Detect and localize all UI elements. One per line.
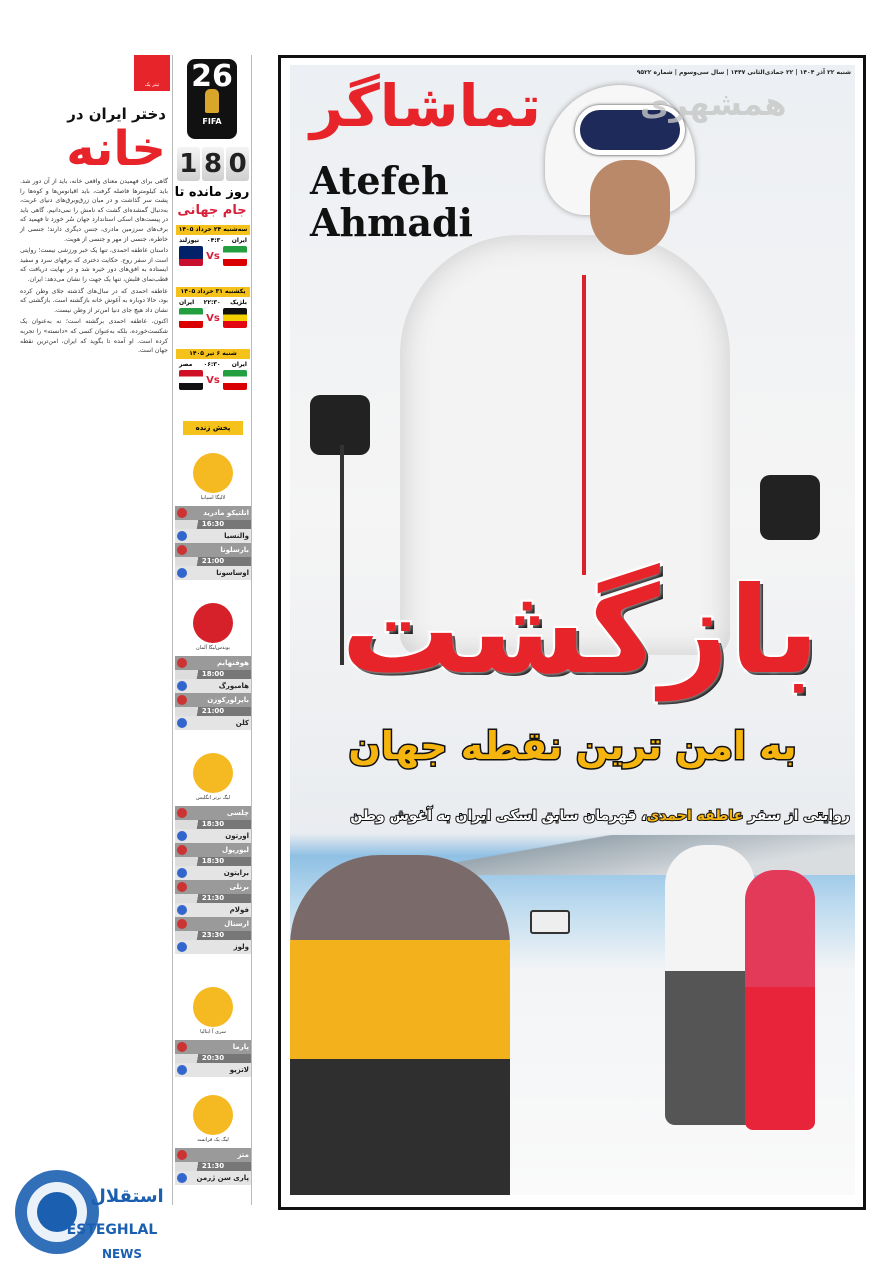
- team-badge-icon: [177, 695, 187, 705]
- team-name: اوساسونا: [216, 569, 249, 577]
- home-flag-icon: [223, 308, 247, 328]
- caption-after: ، قهرمان سابق اسکی ایران به آغوش وطن: [350, 808, 647, 824]
- team-name: لیورپول: [222, 846, 249, 854]
- team-name: کلن: [235, 719, 249, 727]
- league-logo-icon: [193, 1095, 233, 1135]
- article-kicker: دختر ایران در: [67, 105, 166, 123]
- match-away: [175, 1063, 251, 1077]
- article-headline: خانه: [66, 121, 166, 177]
- fixture: [176, 225, 250, 285]
- match-time: 16:30: [175, 520, 251, 529]
- team-name: هامبورگ: [218, 682, 249, 690]
- match-away: [175, 829, 251, 843]
- league-logo-icon: [193, 453, 233, 493]
- cup-label: جام جهانی: [177, 203, 247, 218]
- match-time: 23:30: [175, 931, 251, 940]
- fixture-date: سه‌شنبه ۲۴ خرداد ۱۴۰۵: [176, 225, 250, 235]
- team-badge-icon: [177, 681, 187, 691]
- team-name: هوفنهایم: [216, 659, 249, 667]
- fixture: [176, 349, 250, 409]
- team-badge-icon: [177, 718, 187, 728]
- team-name: اورتون: [225, 832, 249, 840]
- team-name: برایتون: [223, 869, 249, 877]
- countdown-digit: 8: [202, 147, 225, 181]
- league-name: لالیگا اسپانیا: [200, 495, 226, 501]
- match-away: [175, 716, 251, 730]
- masthead-ghost: همشهری: [640, 85, 787, 123]
- team-name: ولوز: [233, 943, 249, 951]
- countdown-digit: 1: [177, 147, 200, 181]
- fifa-number: 26: [191, 59, 233, 94]
- team-name: لاتزیو: [229, 1066, 249, 1074]
- kickoff-time: ۰۶:۳۰: [203, 361, 221, 368]
- league-logo-icon: [193, 603, 233, 643]
- league-name: لیگ یک فرانسه: [197, 1137, 229, 1143]
- league-logo-icon: [193, 753, 233, 793]
- match-home: [175, 880, 251, 894]
- match-time: 18:30: [175, 820, 251, 829]
- team-badge-icon: [177, 831, 187, 841]
- team-badge-icon: [177, 1150, 187, 1160]
- team-name: چلسی: [226, 809, 249, 817]
- team-badge-icon: [177, 845, 187, 855]
- glove-right: [760, 475, 820, 540]
- caption-before: روایتی از سفر: [743, 808, 850, 824]
- match-time: 21:00: [175, 557, 251, 566]
- paragraph: گاهی برای فهمیدن معنای واقعی خانه، باید از آن دور شد. باید کیلومترها فاصله گرفت، باید اقیانوس‌ها و کوه‌ها را پشت سر گذاشت و در میان زرق‌وبرق‌های دنیای غربت، به‌دنبال گمشده‌ای گشت که نامش را نمی‌دانیم. گاهی باید در پیست‌های اسکی استاندارد جهان سُر خورد تا فهمید که برف‌های سرزمین مادری، جنس دیگری دارند؛ جنسی از خاطره، جنسی از مهر و جنسی از هویت.: [20, 178, 168, 243]
- team-badge-icon: [177, 1173, 187, 1183]
- girl-skier: [745, 870, 815, 1130]
- watermark-news: NEWS: [101, 1247, 143, 1261]
- league-name: بوندس‌لیگا آلمان: [196, 645, 230, 651]
- match-home: [175, 656, 251, 670]
- match-time: 18:30: [175, 857, 251, 866]
- vs-label: Vs: [206, 312, 220, 324]
- vs-label: Vs: [206, 374, 220, 386]
- team-name: والنسیا: [224, 532, 249, 540]
- team-name: متز: [237, 1151, 249, 1159]
- team-name: ارسنال: [224, 920, 249, 928]
- fifa-world-cup-logo: [187, 59, 237, 139]
- away-flag-icon: [179, 370, 203, 390]
- match-away: [175, 566, 251, 580]
- match-home: [175, 506, 251, 520]
- team-badge-icon: [177, 1065, 187, 1075]
- kickoff-time: ۰۴:۳۰: [206, 237, 224, 244]
- fixture-date: یکشنبه ۳۱ خرداد ۱۴۰۵: [176, 287, 250, 297]
- league-block: [175, 445, 251, 580]
- match-time: 21:00: [175, 707, 251, 716]
- match-home: [175, 693, 251, 707]
- match-away: [175, 1171, 251, 1185]
- name-line1: Atefeh: [310, 158, 449, 203]
- section-tag: تیتر یک: [134, 55, 170, 91]
- match-away: [175, 940, 251, 954]
- team-name: پارما: [232, 1043, 249, 1051]
- match-home: [175, 806, 251, 820]
- fixture-date: شنبه ۶ تیر ۱۴۰۵: [176, 349, 250, 359]
- name-line2: Ahmadi: [310, 200, 473, 245]
- match-home: [175, 843, 251, 857]
- home-team: ایران: [231, 237, 247, 244]
- article-body: [20, 177, 168, 358]
- vs-label: Vs: [206, 250, 220, 262]
- countdown-digit: 0: [226, 147, 249, 181]
- esteghlal-news-watermark: [12, 1162, 172, 1272]
- live-label: پخش زنده: [183, 421, 243, 435]
- away-team: ایران: [179, 299, 195, 306]
- jacket-zip: [582, 275, 586, 575]
- match-time: 21:30: [175, 894, 251, 903]
- team-badge-icon: [177, 882, 187, 892]
- match-home: [175, 1040, 251, 1054]
- paragraph: داستان عاطفه احمدی، تنها یک خبر ورزشی نیست؛ روایتی است از سفر روح. حکایت دختری که برفهای سرد و سفید ایستاده به افق‌های دور خیره شد و در نهایت دریافت که قطب‌نمای قلبش، تنها یک جهت را نشان می‌دهد: ایران.: [20, 247, 168, 283]
- team-name: پاری سن ژرمن: [196, 1174, 249, 1182]
- league-block: [175, 1087, 251, 1185]
- team-badge-icon: [177, 808, 187, 818]
- league-logo-icon: [193, 987, 233, 1027]
- match-away: [175, 903, 251, 917]
- team-badge-icon: [177, 905, 187, 915]
- face: [590, 160, 670, 255]
- woman-skier: [665, 845, 755, 1125]
- league-block: [175, 979, 251, 1077]
- team-name: برنلی: [229, 883, 249, 891]
- league-block: [175, 595, 251, 730]
- match-away: [175, 529, 251, 543]
- days-label: روز مانده تا: [174, 185, 250, 200]
- home-team: ایران: [231, 361, 247, 368]
- paragraph: عاطفه احمدی که در سال‌های گذشته جلای وطن کرده بود، حالا دوباره به آغوش خانه بازگشته است. بازگشتی که نشان داد هیچ جای دنیا امن‌تر از وطن نیست.: [20, 287, 168, 314]
- away-team: نیوزلند: [179, 237, 200, 244]
- team-badge-icon: [177, 508, 187, 518]
- match-time: 18:00: [175, 670, 251, 679]
- home-flag-icon: [223, 370, 247, 390]
- team-badge-icon: [177, 545, 187, 555]
- watermark-en: ESTEGHLAL: [66, 1222, 158, 1238]
- match-away: [175, 679, 251, 693]
- match-home: [175, 917, 251, 931]
- fixture: [176, 287, 250, 347]
- watermark-fa: استقلال: [90, 1186, 164, 1207]
- home-flag-icon: [223, 246, 247, 266]
- match-away: [175, 866, 251, 880]
- dateline: شنبه ۲۲ آذر ۱۴۰۴ | ۲۲ جمادی‌الثانی ۱۴۴۷ | سال سی‌وسوم | شماره ۹۵۲۲: [636, 69, 851, 76]
- team-badge-icon: [177, 531, 187, 541]
- match-home: [175, 1148, 251, 1162]
- team-name: فولام: [229, 906, 249, 914]
- lead-article: [20, 55, 170, 1205]
- caption-highlight: عاطفه احمدی: [646, 808, 744, 824]
- league-block: [175, 745, 251, 954]
- kickoff-time: ۲۲:۳۰: [203, 299, 221, 306]
- match-home: [175, 543, 251, 557]
- sub-headline: به امن ترین نقطه جهان: [348, 724, 797, 768]
- away-flag-icon: [179, 246, 203, 266]
- team-name: بایرلورکوزن: [207, 696, 249, 704]
- away-team: مصر: [179, 361, 193, 368]
- team-badge-icon: [177, 919, 187, 929]
- match-time: 20:30: [175, 1054, 251, 1063]
- home-team: بلژیک: [230, 299, 247, 306]
- masthead-logo: تماشاگر: [310, 72, 542, 140]
- league-name: لیگ برتر انگلیس: [195, 795, 231, 801]
- paragraph: اکنون، عاطفه احمدی برگشته است؛ نه به‌عنوان یک شکست‌خورده، بلکه به‌عنوان کسی که «دانسته» را تجربه کرده است. او آمده تا بگوید که ایران، امن‌ترین نقطه جهان است.: [20, 318, 168, 355]
- team-badge-icon: [177, 1042, 187, 1052]
- photographer-figure: [290, 855, 510, 1195]
- team-badge-icon: [177, 942, 187, 952]
- countdown: [177, 147, 249, 181]
- sports-sidebar: [172, 55, 252, 1205]
- team-badge-icon: [177, 658, 187, 668]
- team-badge-icon: [177, 568, 187, 578]
- league-name: سری آ ایتالیا: [200, 1029, 226, 1035]
- athlete-name: [310, 160, 473, 244]
- away-flag-icon: [179, 308, 203, 328]
- fifa-label: FIFA: [202, 117, 222, 126]
- match-time: 21:30: [175, 1162, 251, 1171]
- team-name: بارسلونا: [220, 546, 249, 554]
- main-headline: بازگشت: [340, 562, 820, 701]
- phone: [530, 910, 570, 934]
- team-badge-icon: [177, 868, 187, 878]
- team-name: اتلتیکو مادرید: [203, 509, 249, 517]
- photo-caption: [290, 806, 850, 826]
